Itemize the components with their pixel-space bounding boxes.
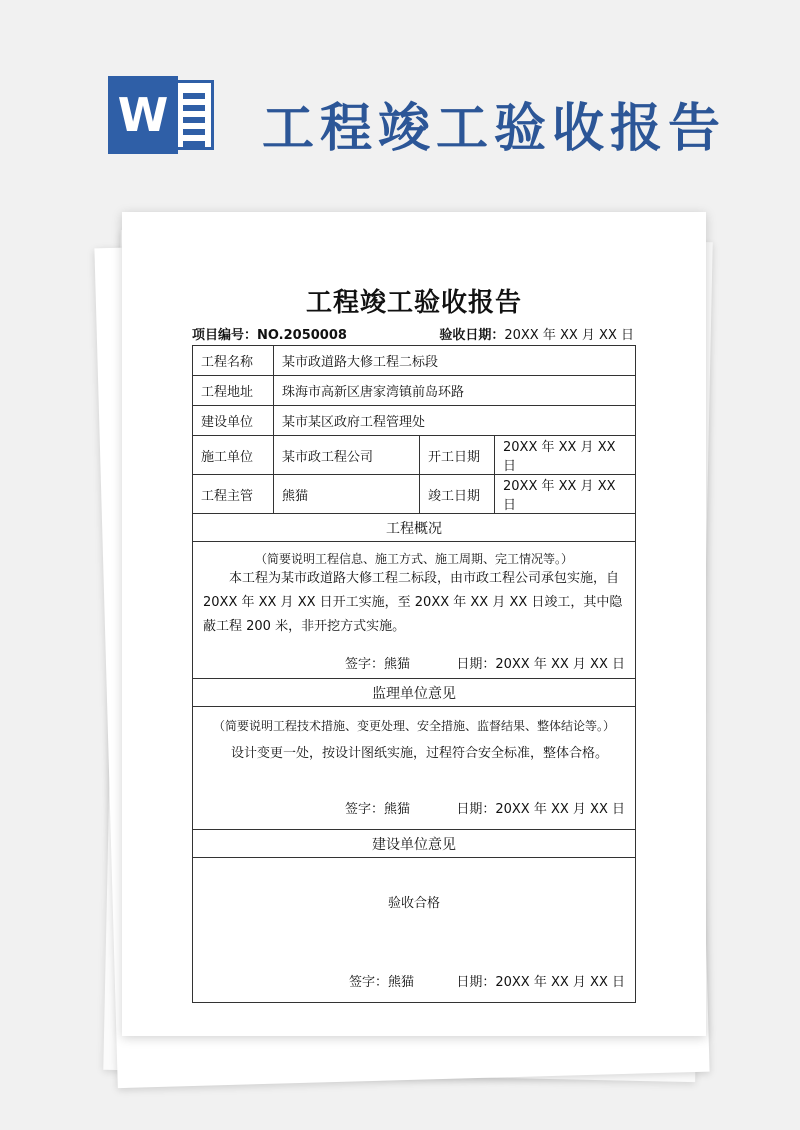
project-name-value: 某市政道路大修工程二标段 (274, 346, 636, 376)
owner-opinion-date: 日期：20XX 年 XX 月 XX 日 (456, 975, 625, 990)
acceptance-date-value: 20XX 年 XX 月 XX 日 (504, 328, 634, 343)
owner-opinion-text: 验收合格 (387, 896, 440, 911)
project-name-label: 工程名称 (193, 346, 274, 376)
acceptance-form-table (192, 345, 636, 1003)
table-row (193, 707, 636, 830)
supervision-note: （简要说明工程技术措施、变更处理、安全措施、监督结果、整体结论等。） (212, 719, 615, 733)
overview-heading: 工程概况 (193, 514, 636, 542)
owner-unit-label: 建设单位 (193, 406, 274, 436)
project-address-label: 工程地址 (193, 376, 274, 406)
builder-unit-label: 施工单位 (193, 436, 274, 475)
table-row (193, 514, 636, 542)
overview-signature: 签字：熊猫 (345, 657, 411, 672)
table-row (193, 679, 636, 707)
table-row (193, 542, 636, 679)
banner (0, 0, 800, 190)
table-row (193, 858, 636, 1003)
owner-opinion-heading: 建设单位意见 (193, 830, 636, 858)
word-letter: W (108, 76, 178, 154)
table-row (193, 406, 636, 436)
banner-title: 工程竣工验收报告 (262, 99, 727, 159)
overview-cell (193, 542, 636, 679)
project-manager-label: 工程主管 (193, 475, 274, 514)
supervision-date: 日期：20XX 年 XX 月 XX 日 (456, 802, 625, 817)
project-number-value: NO.2050008 (257, 328, 347, 343)
document-title: 工程竣工验收报告 (305, 288, 522, 318)
project-number (192, 324, 347, 343)
finish-date-value: 20XX 年 XX 月 XX 日 (495, 475, 636, 514)
owner-unit-value: 某市某区政府工程管理处 (274, 406, 636, 436)
project-address-value: 珠海市高新区唐家湾镇前岛环路 (274, 376, 636, 406)
supervision-text: 设计变更一处，按设计图纸实施，过程符合安全标准，整体合格。 (231, 746, 609, 761)
finish-date-label: 竣工日期 (420, 475, 495, 514)
word-icon (108, 76, 218, 154)
supervision-signature: 签字：熊猫 (345, 802, 411, 817)
supervision-heading: 监理单位意见 (193, 679, 636, 707)
table-row (193, 346, 636, 376)
project-manager-value: 熊猫 (274, 475, 420, 514)
start-date-value: 20XX 年 XX 月 XX 日 (495, 436, 636, 475)
start-date-label: 开工日期 (420, 436, 495, 475)
builder-unit-value: 某市政工程公司 (274, 436, 420, 475)
table-row (193, 830, 636, 858)
owner-opinion-signature: 签字：熊猫 (349, 975, 415, 990)
document-page (122, 212, 706, 1036)
overview-date: 日期：20XX 年 XX 月 XX 日 (456, 657, 625, 672)
owner-opinion-cell (193, 858, 636, 1003)
acceptance-date (439, 324, 634, 343)
table-row (193, 376, 636, 406)
supervision-cell (193, 707, 636, 830)
overview-note: （简要说明工程信息、施工方式、施工周期、完工情况等。） (254, 552, 573, 566)
project-number-label: 项目编号： (192, 328, 258, 343)
table-row (193, 436, 636, 475)
acceptance-date-label: 验收日期： (439, 328, 505, 343)
table-row (193, 475, 636, 514)
overview-text: 本工程为某市政道路大修工程二标段，由市政工程公司承包实施，自20XX 年 XX 月 XX 日开工实施，至 20XX 年 XX 月 XX 日竣工，其中隐蔽工程 200 米，非开挖方式实施。 (203, 571, 623, 634)
